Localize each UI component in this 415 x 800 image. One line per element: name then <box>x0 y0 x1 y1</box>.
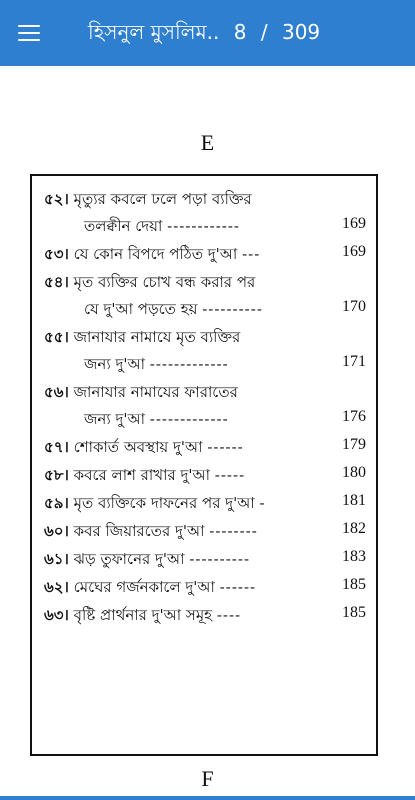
toc-entry[interactable] <box>44 520 366 545</box>
toc-entry[interactable] <box>44 492 366 517</box>
toc-leader: ------------ <box>167 217 240 235</box>
toc-entry-number: ৬১। <box>44 550 69 568</box>
toc-entry[interactable] <box>44 604 366 629</box>
toc-leader: ---------- <box>189 550 251 568</box>
book-title: হিসনুল মুসলিম.. <box>88 20 220 44</box>
toc-entry-continuation[interactable] <box>84 215 366 240</box>
toc-entry-number: ৬০। <box>44 522 69 540</box>
toc-entry-title: কবরে লাশ রাখার দু'আ <box>73 466 211 484</box>
toc-leader: ------------- <box>149 410 229 428</box>
toc-page-number: 180 <box>342 464 366 481</box>
toc-leader: ------ <box>207 438 244 456</box>
toc-entry-number: ৫৭। <box>44 438 69 456</box>
book-page[interactable] <box>0 66 415 800</box>
toc-entry-title-line2: জন্য দু'আ <box>84 410 145 428</box>
section-letter-bottom: F <box>201 766 214 791</box>
toc-entry-title: যে কোন বিপদে পঠিত দু'আ <box>73 245 238 263</box>
toc-entry-title: মেঘের গর্জনকালে দু'আ <box>73 578 215 596</box>
toc-page-number: 171 <box>342 353 366 370</box>
toc-page-number: 185 <box>342 604 366 621</box>
toc-entry-number: ৫৮। <box>44 466 69 484</box>
toc-page-number: 183 <box>342 548 366 565</box>
toc-entry-title: কবর জিয়ারতের দু'আ <box>73 522 205 540</box>
toc-entry-title-line2: যে দু'আ পড়তে হয় <box>84 300 198 318</box>
toc-entry-title-line2: তলক্বীন দেয়া <box>84 217 163 235</box>
page-total: 309 <box>281 20 321 44</box>
toc-entry-title: ঝড় তুফানের দু'আ <box>73 550 185 568</box>
toc-leader: --- <box>242 245 261 263</box>
toc-entry-continuation[interactable] <box>84 408 366 433</box>
toc-entry[interactable] <box>44 326 366 351</box>
page-separator: / <box>260 20 268 44</box>
toc-leader: ------------- <box>149 355 229 373</box>
toc-page-number: 169 <box>342 215 366 232</box>
toc-page-number: 181 <box>342 492 366 509</box>
toc-entry-title: জানাযার নামাযের ফারাতের <box>73 383 238 401</box>
toc-entry-title: জানাযার নামাযে মৃত ব্যক্তির <box>73 328 241 346</box>
toc-entry-number: ৬২। <box>44 578 69 596</box>
table-of-contents <box>30 174 378 756</box>
toc-page-number: 170 <box>342 298 366 315</box>
toc-entry-continuation[interactable] <box>84 353 366 378</box>
toc-entry-continuation[interactable] <box>84 298 366 323</box>
toc-entry-title: শোকার্ত অবস্থায় দু'আ <box>73 438 203 456</box>
toc-entry-number: ৫৬। <box>44 383 69 401</box>
toc-entry[interactable] <box>44 576 366 601</box>
toc-entry[interactable] <box>44 188 366 213</box>
toc-page-number: 179 <box>342 436 366 453</box>
toc-entry-number: ৫৫। <box>44 328 69 346</box>
toc-entry[interactable] <box>44 464 366 489</box>
toc-entry-number: ৫৯। <box>44 494 69 512</box>
toc-entry[interactable] <box>44 548 366 573</box>
toc-leader: ---------- <box>202 300 263 318</box>
app-bar-title <box>88 18 320 51</box>
toc-entry-number: ৫৩। <box>44 245 69 263</box>
app-bar <box>0 0 415 66</box>
toc-page-number: 169 <box>342 243 366 260</box>
toc-entry-number: ৫৪। <box>44 273 69 291</box>
toc-entry-title: মৃত্যুর কবলে ঢলে পড়া ব্যক্তির <box>73 190 252 208</box>
toc-leader: ------ <box>219 578 257 596</box>
toc-leader: ----- <box>214 466 246 484</box>
toc-leader: ---- <box>216 606 242 624</box>
toc-leader: -------- <box>209 522 258 540</box>
toc-entry-title: মৃত ব্যক্তিকে দাফনের পর দু'আ <box>73 494 255 512</box>
toc-leader: - <box>259 494 266 512</box>
toc-entry-title-line2: জন্য দু'আ <box>84 355 145 373</box>
section-letter-top: E <box>200 130 215 155</box>
toc-page-number: 176 <box>342 408 366 425</box>
toc-entry-number: ৬৩। <box>44 606 69 624</box>
toc-entry[interactable] <box>44 271 366 296</box>
bottom-strip <box>0 796 415 800</box>
toc-entry-title: বৃষ্টি প্রার্থনার দু'আ সমূহ <box>73 606 213 624</box>
toc-page-number: 185 <box>342 576 366 593</box>
page-current: 8 <box>233 20 247 44</box>
hamburger-menu-icon[interactable] <box>14 20 44 46</box>
toc-entry[interactable] <box>44 436 366 461</box>
toc-entry-number: ৫২। <box>44 190 69 208</box>
toc-page-number: 182 <box>342 520 366 537</box>
toc-entry-title: মৃত ব্যক্তির চোখ বন্ধ করার পর <box>73 273 256 291</box>
toc-entry[interactable] <box>44 243 366 268</box>
toc-entry[interactable] <box>44 381 366 406</box>
